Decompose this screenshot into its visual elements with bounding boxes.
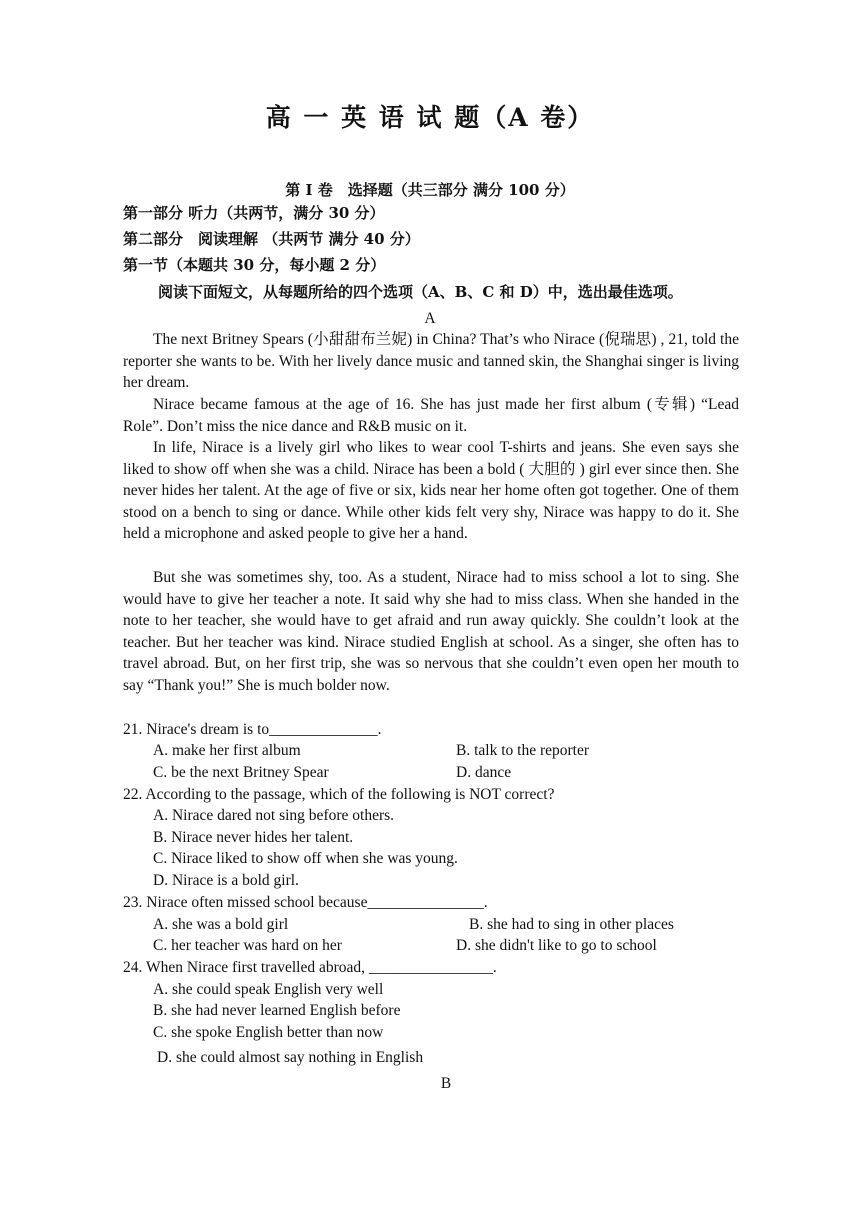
question-23-option-a: A. she was a bold girl [153, 916, 289, 933]
question-21-stem: 21. Nirace's dream is to______________. [123, 721, 382, 738]
question-22-option-c: C. Nirace liked to show off when she was young. [153, 850, 458, 867]
reading-instruction: 阅读下面短文，从每题所给的四个选项（A、B、C 和 D）中，选出最佳选项。 [158, 283, 683, 301]
part1-heading: 第 I 卷 选择题（共三部分 满分 100 分） [285, 181, 575, 199]
question-24-option-d: D. she could almost say nothing in English [157, 1049, 424, 1066]
question-24-stem: 24. When Nirace first travelled abroad, ________________. [123, 959, 497, 976]
question-21-option-a: A. make her first album [153, 742, 301, 759]
page-title: 高 一 英 语 试 题（A 卷） [265, 103, 595, 132]
question-22-option-d: D. Nirace is a bold girl. [153, 872, 299, 889]
question-22-option-a: A. Nirace dared not sing before others. [153, 807, 395, 824]
passage-a-paragraph-2: Nirace became famous at the age of 16. She has just made her first album (专辑) “Lead Role”. Don’t miss the nice dance and R&B music on it. [123, 396, 739, 435]
passage-a-paragraph-3: In life, Nirace is a lively girl who likes to wear cool T-shirts and jeans. She even says she liked to show off when she was a child. Nirace has been a bold ( 大胆的 ) girl ever since then. She never hides her talent. At the age of five or six, kids near her home often got together. One of them stood on a bench to sing or dance. While other kids felt very shy, Nirace was happy to do it. She held a microphone and asked people to give her a hand. [123, 439, 739, 543]
passage-b-label: B [440, 1075, 452, 1092]
question-24-option-c: C. she spoke English better than now [153, 1024, 384, 1041]
question-23-stem: 23. Nirace often missed school because_______________. [123, 894, 488, 911]
question-22-stem: 22. According to the passage, which of the following is NOT correct? [123, 786, 555, 803]
question-23-option-d: D. she didn't like to go to school [456, 937, 657, 954]
question-24-option-a: A. she could speak English very well [153, 981, 384, 998]
section2-heading: 第二部分 阅读理解 （共两节 满分 40 分） [123, 230, 420, 248]
question-21-option-b: B. talk to the reporter [456, 742, 589, 759]
question-24-option-b: B. she had never learned English before [153, 1002, 401, 1019]
question-21-option-d: D. dance [456, 764, 512, 781]
passage-a-paragraph-1: The next Britney Spears (小甜甜布兰妮) in China? That’s who Nirace (倪瑞思) , 21, told the reporter she wants to be. With her lively dance music and tanned skin, the Shanghai singer is living her dream. [123, 331, 739, 392]
question-21-option-c: C. be the next Britney Spear [153, 764, 329, 781]
subsection1-heading: 第一节（本题共 30 分，每小题 2 分） [123, 256, 386, 274]
question-23-option-c: C. her teacher was hard on her [153, 937, 342, 954]
passage-a-paragraph-4: But she was sometimes shy, too. As a student, Nirace had to miss school a lot to sing. She would have to give her teacher a note. It said why she had to miss class. When she handed in the note to her teacher, she would have to get afraid and run away quickly. She couldn’t look at the teacher. But her teacher was kind. Nirace studied English at school. As a singer, she often has to travel abroad. But, on her first trip, she was so nervous that she couldn’t even open her mouth to say “Thank you!” She is much bolder now. [123, 569, 739, 694]
section1-heading: 第一部分 听力（共两节，满分 30 分） [123, 204, 385, 222]
passage-a-label: A [424, 310, 436, 327]
question-22-option-b: B. Nirace never hides her talent. [153, 829, 354, 846]
question-23-option-b: B. she had to sing in other places [469, 916, 674, 933]
